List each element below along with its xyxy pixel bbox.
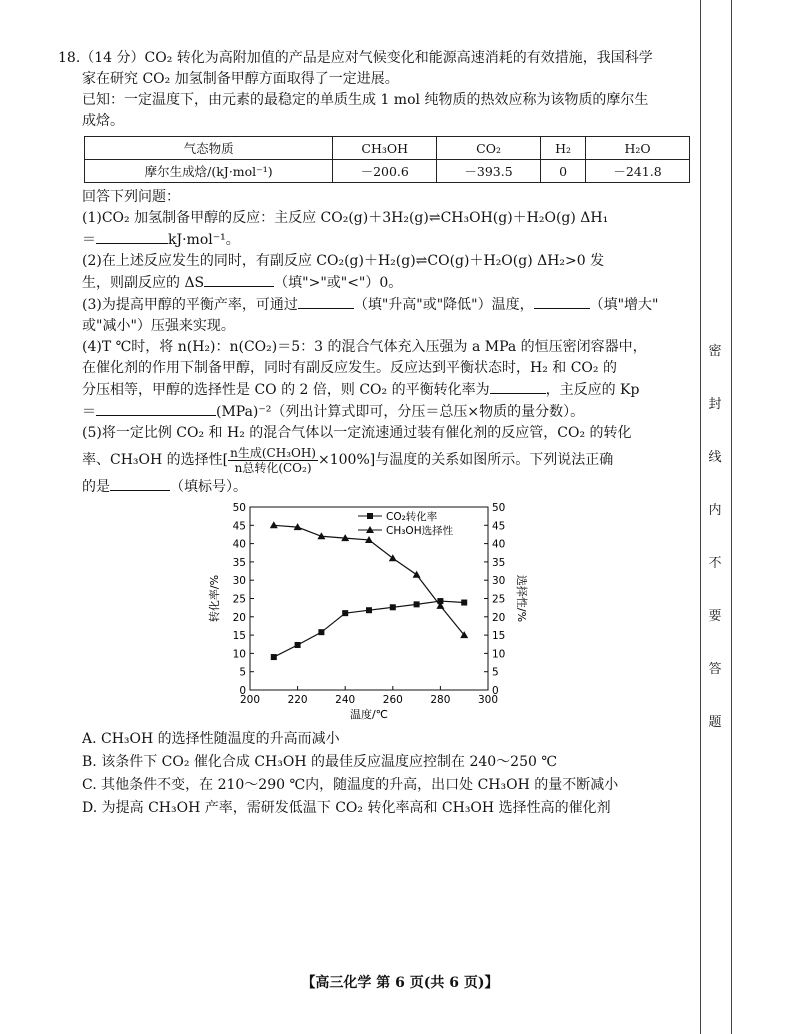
data-point-square xyxy=(295,642,301,648)
answer-blank[interactable] xyxy=(534,294,590,309)
y-tick-label-right: 40 xyxy=(492,538,506,551)
text: （填标号）。 xyxy=(170,479,247,495)
table-cell: 0 xyxy=(540,160,585,183)
y-tick-label-right: 30 xyxy=(492,575,506,588)
part2-line2 xyxy=(58,272,688,294)
text: ＝ xyxy=(82,404,96,420)
part4-line1: (4)T ℃时，将 n(H₂)：n(CO₂)＝5：3 的混合气体充入压强为 a MPa 的恒压密闭容器中， xyxy=(82,339,647,355)
option-c: C. 其他条件不变，在 210～290 ℃内，随温度的升高，出口处 CH₃OH 的量不断减小 xyxy=(82,777,619,793)
part1-line2 xyxy=(58,229,688,251)
table-cell: －200.6 xyxy=(333,160,437,183)
binding-char: 线 xyxy=(708,450,722,465)
answer-blank[interactable] xyxy=(490,379,546,394)
text: kJ·mol⁻¹。 xyxy=(168,232,240,248)
part5-line2 xyxy=(58,444,688,476)
y-tick-label-right: 0 xyxy=(492,685,499,697)
data-point-square xyxy=(271,654,277,660)
answer-prompt: 回答下列问题： xyxy=(82,189,180,205)
text: (MPa)⁻²（列出计算式即可，分压＝总压×物质的量分数）。 xyxy=(216,404,585,420)
table-cell: H₂O xyxy=(586,137,690,160)
x-axis-label: 温度/℃ xyxy=(349,708,389,721)
selectivity-fraction xyxy=(228,446,318,475)
part3-line1 xyxy=(58,294,688,316)
y-tick-label-left: 40 xyxy=(232,538,246,551)
table-cell: H₂ xyxy=(540,137,585,160)
answer-blank[interactable] xyxy=(204,272,274,287)
data-point-square xyxy=(414,601,420,607)
data-point-square xyxy=(390,604,396,610)
conversion-selectivity-chart xyxy=(200,492,528,722)
table-row xyxy=(85,160,690,183)
page-footer: 【高三化学 第 6 页(共 6 页)】 xyxy=(301,975,499,991)
part4-line3 xyxy=(58,379,688,401)
known-line-2: 成焓。 xyxy=(82,113,124,129)
text: 生，则副反应的 ΔS xyxy=(82,275,205,291)
x-tick-label: 200 xyxy=(239,694,261,706)
y-tick-label-right: 10 xyxy=(492,648,506,661)
data-point-triangle xyxy=(413,571,421,578)
y-tick-label-left: 45 xyxy=(232,520,246,533)
x-tick-label: 260 xyxy=(382,694,403,706)
data-point-square xyxy=(366,607,372,613)
x-tick-label: 240 xyxy=(335,694,356,706)
enthalpy-table xyxy=(84,136,690,183)
binding-char: 内 xyxy=(708,503,722,518)
y-tick-label-right: 5 xyxy=(492,666,499,679)
binding-char: 密 xyxy=(708,344,722,359)
text: ×100%]与温度的关系如图所示。下列说法正确 xyxy=(318,452,614,468)
y-tick-label-right: 50 xyxy=(492,502,506,514)
y-tick-label-right: 35 xyxy=(492,556,506,569)
table-cell: －241.8 xyxy=(586,160,690,183)
x-tick-label: 280 xyxy=(430,694,451,706)
legend-label: CH₃OH选择性 xyxy=(386,525,454,537)
x-tick-label: 220 xyxy=(287,694,308,706)
table-cell: CH₃OH xyxy=(333,137,437,160)
y-tick-label-left: 25 xyxy=(232,593,246,606)
text: （填">"或"<"）0。 xyxy=(274,275,403,291)
table-cell: 摩尔生成焓/(kJ·mol⁻¹) xyxy=(85,160,333,183)
y-axis-label-left: 转化率/% xyxy=(208,574,221,623)
y-tick-label-left: 30 xyxy=(232,575,246,588)
y-tick-label-left: 50 xyxy=(232,502,246,514)
binding-char: 要 xyxy=(708,609,722,624)
fraction-denominator: n总转化(CO₂) xyxy=(234,460,312,475)
option-d: D. 为提高 CH₃OH 产率，需研发低温下 CO₂ 转化率高和 CH₃OH 选择性高的催化剂 xyxy=(82,800,611,816)
part2-line1: (2)在上述反应发生的同时，有副反应 CO₂(g)＋H₂(g)⇌CO(g)＋H₂O(g) ΔH₂>0 发 xyxy=(82,253,605,269)
part5-line1: (5)将一定比例 CO₂ 和 H₂ 的混合气体以一定流速通过装有催化剂的反应管，CO₂ 的转化 xyxy=(82,425,632,441)
text: 率、CH₃OH 的选择性[ xyxy=(82,452,229,468)
binding-char: 不 xyxy=(708,556,722,571)
fraction-numerator: n生成(CH₃OH) xyxy=(230,445,316,460)
part3-line2: 或"减小"）压强来实现。 xyxy=(82,318,235,334)
text: 的是 xyxy=(82,479,110,495)
x-tick-label: 300 xyxy=(477,694,499,706)
y-tick-label-right: 15 xyxy=(492,630,506,643)
data-point-square xyxy=(318,629,324,635)
known-line-1: 已知：一定温度下，由元素的最稳定的单质生成 1 mol 纯物质的热效应称为该物质的摩尔生 xyxy=(82,92,649,108)
data-point-square xyxy=(342,610,348,616)
option-a: A. CH₃OH 的选择性随温度的升高而减小 xyxy=(82,731,340,747)
chart-svg xyxy=(200,492,528,722)
y-axis-label-right: 选择性/% xyxy=(515,574,528,623)
answer-blank[interactable] xyxy=(96,229,168,244)
text: （填"升高"或"降低"）温度， xyxy=(353,297,534,313)
choice-options xyxy=(82,728,682,820)
binding-char: 答 xyxy=(708,662,722,677)
y-tick-label-right: 45 xyxy=(492,520,506,533)
y-tick-label-left: 0 xyxy=(239,685,246,697)
part1-line1: (1)CO₂ 加氢制备甲醇的反应：主反应 CO₂(g)＋3H₂(g)⇌CH₃OH(g)＋H₂O(g) ΔH₁ xyxy=(82,210,609,226)
answer-blank[interactable] xyxy=(96,401,216,416)
y-tick-label-left: 15 xyxy=(232,630,246,643)
binding-line xyxy=(700,0,701,1034)
binding-line xyxy=(731,0,732,1034)
text: (3)为提高甲醇的平衡产率，可通过 xyxy=(82,297,298,313)
binding-char: 题 xyxy=(708,715,722,730)
data-point-square xyxy=(461,600,467,606)
intro-line-1: 18.（14 分）CO₂ 转化为高附加值的产品是应对气候变化和能源高速消耗的有效措施，我国科学 xyxy=(58,50,653,66)
text: 分压相等，甲醇的选择性是 CO 的 2 倍，则 CO₂ 的平衡转化率为 xyxy=(82,382,490,398)
table-cell: CO₂ xyxy=(437,137,541,160)
answer-blank[interactable] xyxy=(110,476,170,491)
y-tick-label-right: 25 xyxy=(492,593,506,606)
table-cell: 气态物质 xyxy=(85,137,333,160)
option-b: B. 该条件下 CO₂ 催化合成 CH₃OH 的最佳反应温度应控制在 240～250 ℃ xyxy=(82,754,558,770)
y-tick-label-left: 20 xyxy=(232,611,246,624)
question-18 xyxy=(58,48,688,498)
text: ，主反应的 Kp xyxy=(545,382,640,398)
data-point-triangle xyxy=(389,554,397,561)
table-header-row xyxy=(85,137,690,160)
part4-line2: 在催化剂的作用下制备甲醇，同时有副反应发生。反应达到平衡状态时，H₂ 和 CO₂ 的 xyxy=(82,360,617,376)
answer-blank[interactable] xyxy=(298,294,354,309)
data-point-triangle xyxy=(270,521,278,528)
legend-label: CO₂转化率 xyxy=(386,511,438,523)
legend-marker-square xyxy=(367,513,373,519)
y-tick-label-left: 10 xyxy=(232,648,246,661)
text: （填"增大" xyxy=(589,297,659,313)
binding-char: 封 xyxy=(708,397,722,412)
y-tick-label-right: 20 xyxy=(492,611,506,624)
table-cell: －393.5 xyxy=(437,160,541,183)
y-tick-label-left: 5 xyxy=(239,666,246,679)
text: ＝ xyxy=(82,232,96,248)
intro-line-2: 家在研究 CO₂ 加氢制备甲醇方面取得了一定进展。 xyxy=(82,71,399,87)
part4-line4 xyxy=(58,401,688,423)
y-tick-label-left: 35 xyxy=(232,556,246,569)
